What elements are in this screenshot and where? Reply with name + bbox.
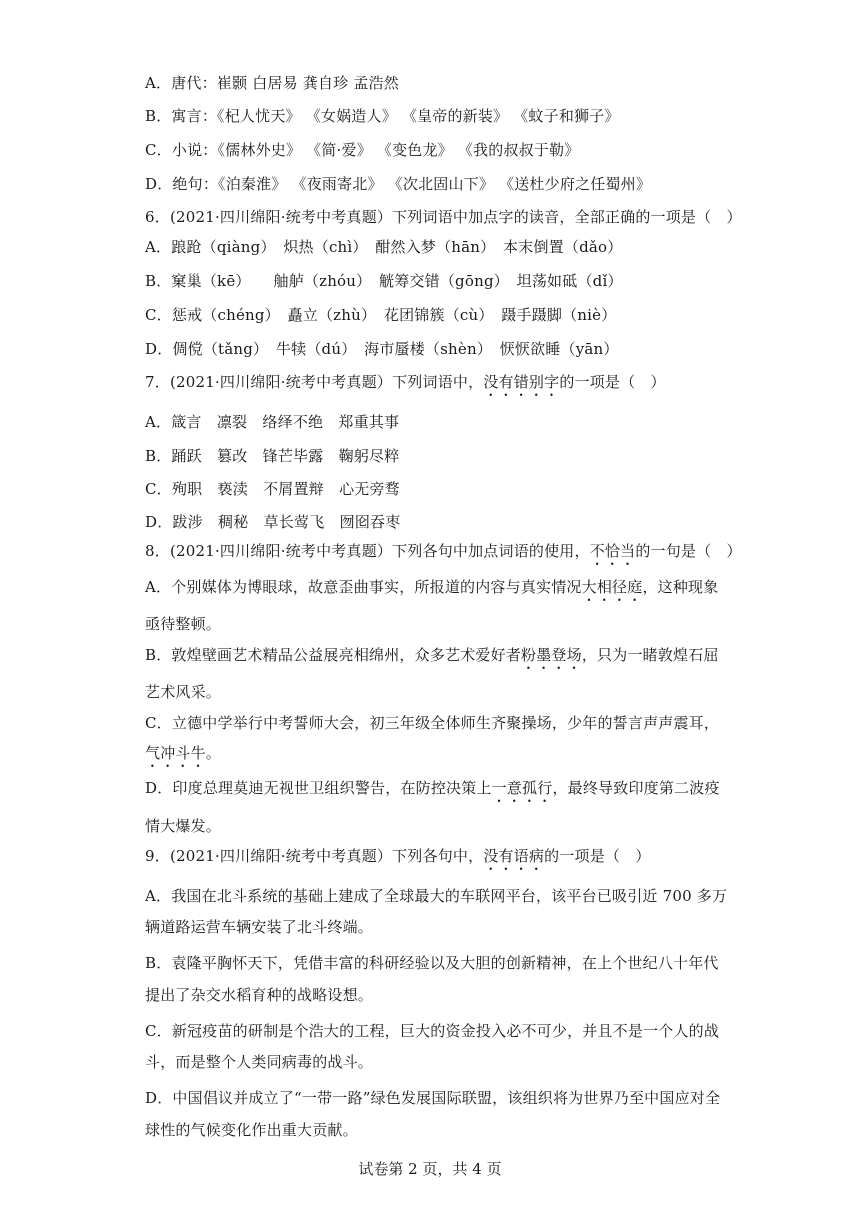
q6-stem: 6．(2021·四川绵阳·统考中考真题）下列词语中加点字的读音，全部正确的一项是（ ）	[145, 208, 742, 226]
q6-option-c: C．惩戒（chéng） 矗立（zhù） 花团锦簇（cù） 蹑手蹑脚（niè）	[145, 306, 617, 324]
q5-option-d: D．绝句：《泊秦淮》 《夜雨寄北》 《次北固山下》 《送杜少府之任蜀州》	[145, 175, 652, 193]
q8-option-b-line2: 艺术风采。	[145, 683, 222, 701]
q8-option-d-line2: 情大爆发。	[145, 817, 222, 835]
q8-option-b-line1: B．敦煌壁画艺术精品公益展亮相绵州，众多艺术爱好者粉墨登场，只为一睹敦煌石屈	[145, 646, 719, 664]
emphasis-mark: 加点字	[468, 208, 514, 226]
q9-option-d-line2: 球性的气候变化作出重大贡献。	[145, 1121, 358, 1139]
q8-option-c-line1: C．立德中学举行中考誓师大会，初三年级全体师生齐聚操场，少年的誓言声声震耳，	[145, 714, 720, 732]
q8-option-a-line2: 亟待整顿。	[145, 615, 222, 633]
dotted-phrase: 粉墨登场	[521, 646, 582, 664]
q7-option-b: B．踊跃 篡改 锋芒毕露 鞠躬尽粹	[145, 447, 400, 465]
q5-option-a: A．唐代：崔颢 白居易 龚自珍 孟浩然	[145, 74, 399, 92]
q9-option-c-line2: 斗，而是整个人类同病毒的战斗。	[145, 1053, 374, 1071]
dotted-phrase: 大相径庭	[581, 578, 643, 596]
q5-option-c: C．小说：《儒林外史》 《简·爱》 《变色龙》 《我的叔叔于勒》	[145, 141, 580, 159]
q7-option-a: A．箴言 凛裂 络绎不绝 郑重其事	[145, 413, 400, 431]
q8-option-a-line1: A．个别媒体为博眼球，故意歪曲事实，所报道的内容与真实情况大相径庭，这种现象	[145, 578, 719, 596]
q9-option-a-line2: 辆道路运营车辆安装了北斗终端。	[145, 918, 374, 936]
q7-option-d: D．跋涉 稠秘 草长莺飞 囫囵吞枣	[145, 513, 401, 531]
q9-option-c-line1: C．新冠疫苗的研制是个浩大的工程，巨大的资金投入必不可少，并且不是一个人的战	[145, 1022, 720, 1040]
q7-option-c: C．殉职 亵渎 不屑置辩 心无旁骛	[145, 480, 400, 498]
q9-option-a-line1: A．我国在北斗系统的基础上建成了全球最大的车联网平台，该平台已吸引近 700 多万	[145, 887, 728, 905]
q9-stem: 9．(2021·四川绵阳·统考中考真题）下列各句中，没有语病的一项是（ ）	[145, 847, 651, 865]
q8-stem: 8．(2021·四川绵阳·统考中考真题）下列各句中加点词语的使用，不恰当的一句是（ ）	[145, 542, 742, 560]
emphasis-mark: 没有语病	[483, 847, 545, 865]
q5-option-b: B．寓言：《杞人忧天》 《女娲造人》 《皇帝的新装》 《蚊子和狮子》	[145, 107, 620, 125]
page-footer: 试卷第 2 页，共 4 页	[358, 1160, 502, 1178]
emphasis-mark: 不恰当	[589, 542, 636, 560]
q7-stem: 7．(2021·四川绵阳·统考中考真题）下列词语中，没有错别字的一项是（ ）	[145, 373, 666, 391]
q8-option-c-line2: 气冲斗牛。	[145, 744, 222, 762]
q6-option-b: B．窠巢（kē） 舳舻（zhóu） 觥筹交错（gōng） 坦荡如砥（dǐ）	[145, 272, 623, 290]
dotted-phrase: 气冲斗牛	[145, 744, 206, 762]
q6-option-a: A．踉跄（qiàng） 炽热（chì） 酣然入梦（hān） 本末倒置（dǎo）	[145, 238, 623, 256]
dotted-phrase: 一意孤行	[491, 779, 553, 797]
q9-option-d-line1: D．中国倡议并成立了“一带一路”绿色发展国际联盟，该组织将为世界乃至中国应对全	[145, 1089, 721, 1107]
emphasis-mark: 没有错别字	[483, 373, 560, 391]
q6-option-d: D．倜傥（tǎng） 牛犊（dú） 海市蜃楼（shèn） 恹恹欲睡（yān）	[145, 340, 619, 358]
q9-option-b-line2: 提出了杂交水稻育种的战略设想。	[145, 986, 374, 1004]
q9-option-b-line1: B．袁隆平胸怀天下，凭借丰富的科研经验以及大胆的创新精神，在上个世纪八十年代	[145, 954, 719, 972]
q8-option-d-line1: D．印度总理莫迪无视世卫组织警告，在防控决策上一意孤行，最终导致印度第二波疫	[145, 779, 720, 797]
